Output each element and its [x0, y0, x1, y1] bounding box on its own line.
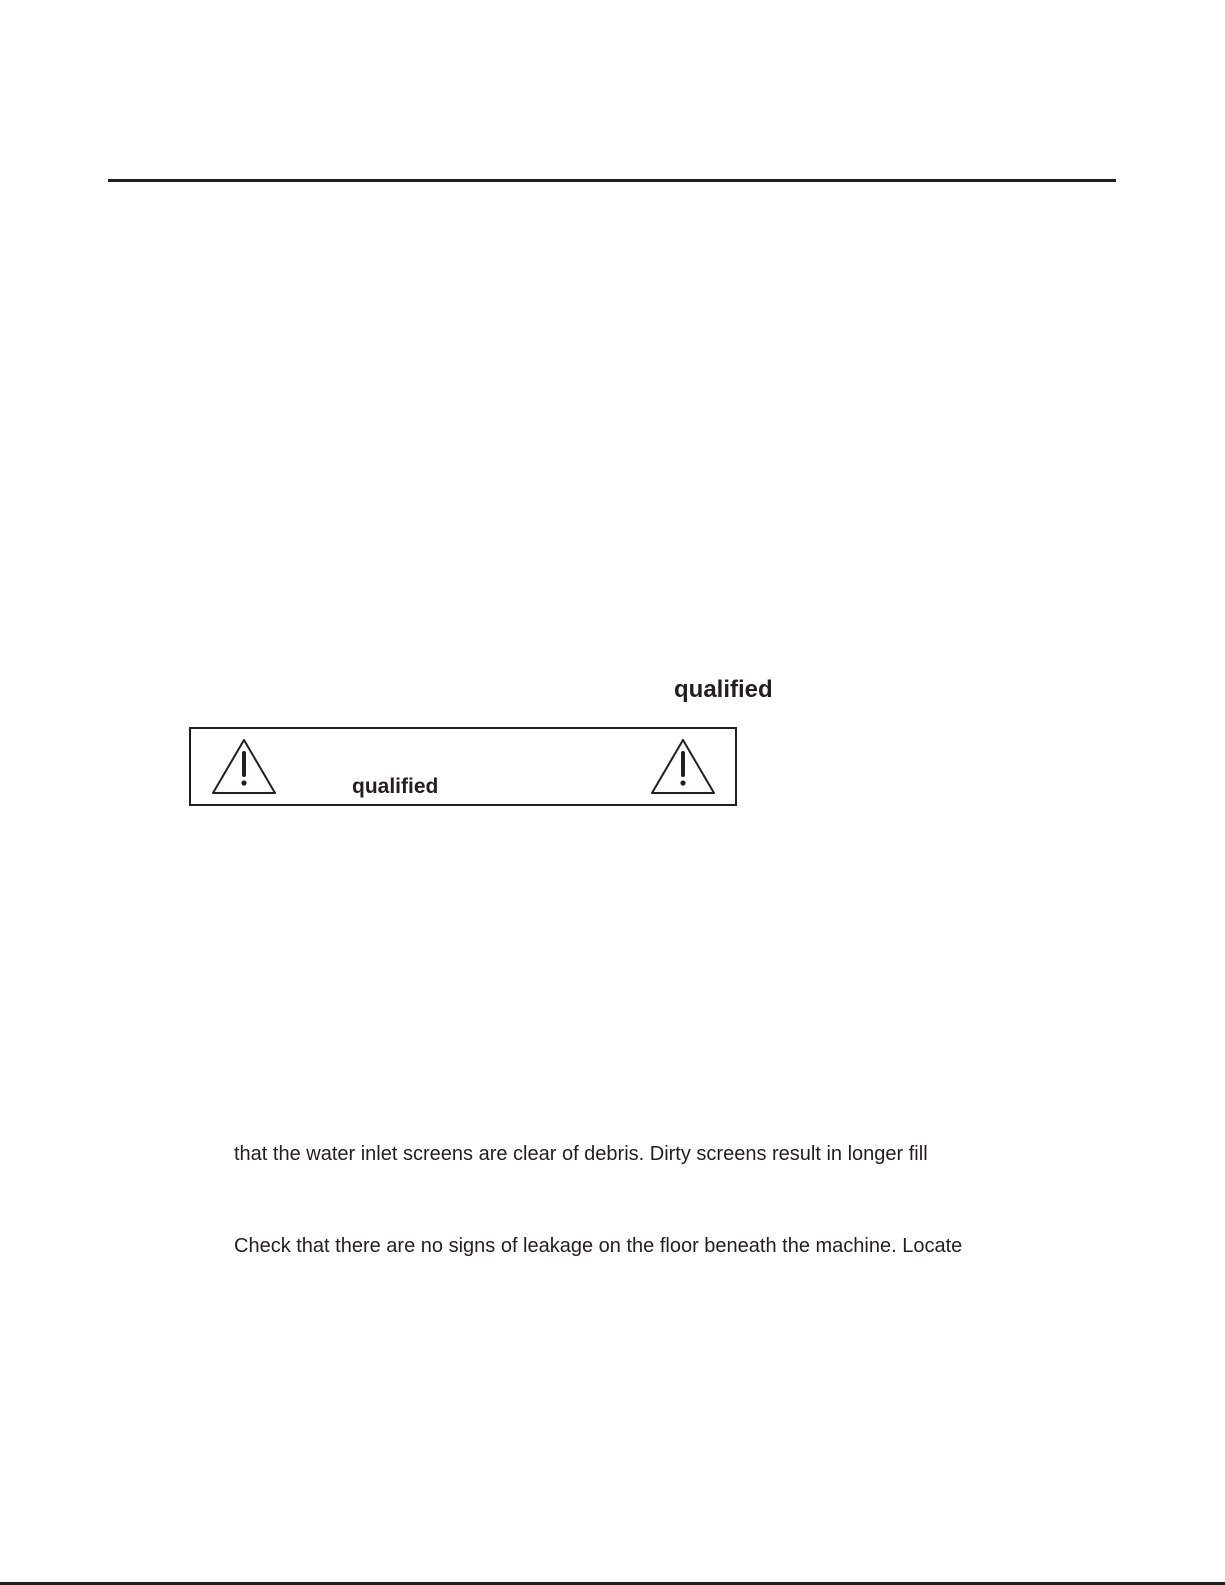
body-text-line: Check that there are no signs of leakage on the floor beneath the machine. Locate — [234, 1235, 963, 1257]
body-text-line: that the water inlet screens are clear of debris. Dirty screens result in longer fill — [234, 1143, 928, 1165]
warning-box — [189, 727, 737, 806]
warning-triangle-icon — [210, 737, 278, 797]
warning-triangle-icon — [649, 737, 717, 797]
warning-text: qualified — [352, 775, 439, 798]
header-rule — [108, 179, 1116, 182]
emphasis-word: qualified — [674, 676, 773, 703]
